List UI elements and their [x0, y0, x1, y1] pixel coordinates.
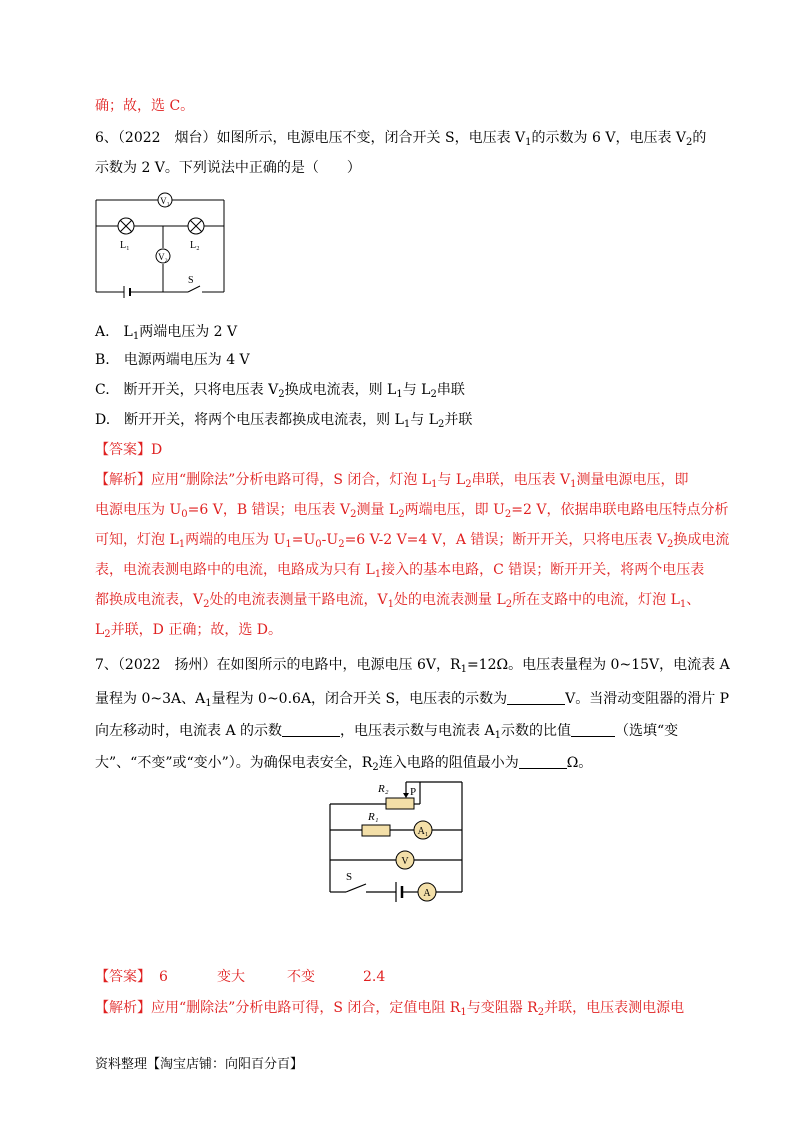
- q6-stem-line-1: 6、（2022 烟台）如图所示，电源电压不变，闭合开关 S，电压表 $V_1$的示数为 6 V，电压表 $V_2$的: [95, 130, 707, 148]
- q7-stem-line-1: 7、（2022 扬州）在如图所示的电路中，电源电压 6V，$R_1=12\Omega$。电压表量程为 0~15V，电流表 A: [95, 657, 730, 675]
- label-r1: R₁: [368, 811, 379, 823]
- q7-stem-line-2: 量程为 0~3A、$A_1$量程为 0~0.6A，闭合开关 S，电压表的示数为 V。当滑动变阻器的滑片 P: [95, 688, 729, 709]
- q6-answer: 【答案】D: [95, 442, 163, 458]
- previous-answer-tail: 确；故，选 C。: [95, 98, 195, 114]
- q6-stem-line-2: 示数为 2 V。下列说法中正确的是（ ）: [95, 160, 361, 176]
- q6-analysis-line-5: 都换成电流表，$V_2$处的电流表测量干路电流，$V_1$处的电流表测量 $L_2$所在支路中的电流，灯泡 $L_1$、: [95, 592, 701, 610]
- voltmeter-v2: [156, 249, 170, 263]
- ammeter-a: [418, 883, 436, 901]
- voltmeter-v: [396, 851, 414, 869]
- voltmeter-v1: [158, 193, 172, 207]
- label-p: P: [410, 786, 417, 798]
- q6-analysis-line-4: 表，电流表测电路中的电流，电路成为只有 $L_1$接入的基本电路，C 错误；断开开关，将两个电压表: [95, 562, 705, 580]
- label-r2: R₂: [378, 783, 389, 795]
- label-switch: S: [188, 275, 194, 286]
- q6-analysis-line-2: 电源电压为 $U_0=6$ V，B 错误；电压表 $V_2$测量 $L_2$两端电压，即 $U_2=2$ V，依据串联电路电压特点分析: [95, 502, 729, 520]
- svg-text:A: A: [423, 888, 431, 899]
- q7-stem-line-4: 大”、“不变”或“变小”）。为确保电表安全，$R_2$连入电路的阻值最小为 Ω。: [95, 752, 592, 773]
- q6-option-a: A. $L_1$两端电压为 2 V: [95, 324, 238, 342]
- q7-analysis-line-1: 【解析】应用“删除法”分析电路可得，S 闭合，定值电阻 $R_1$与变阻器 $R_2$并联，电压表测电源电: [95, 1000, 685, 1018]
- blank-3[interactable]: [571, 720, 615, 737]
- q6-circuit-diagram: [90, 178, 230, 300]
- lamp-l1: [118, 218, 134, 234]
- rheostat-r2: [386, 798, 414, 809]
- blank-1[interactable]: [507, 688, 565, 705]
- blank-4[interactable]: [519, 752, 567, 769]
- ammeter-a1: [414, 821, 432, 839]
- svg-text:A₁: A₁: [417, 826, 429, 837]
- q7-answer: 【答案】 6 变大 不变 2.4: [95, 969, 386, 985]
- q6-option-c: C. 断开开关，只将电压表 $V_2$换成电流表，则 $L_1$与 $L_2$串联: [95, 382, 465, 400]
- label-l1: L₁: [120, 240, 130, 251]
- slider-arrow: [403, 793, 409, 798]
- svg-text:V: V: [401, 856, 409, 867]
- resistor-r1: [362, 825, 390, 836]
- footer: 资料整理【淘宝店铺：向阳百分百】: [95, 1057, 304, 1072]
- label-s: S: [346, 871, 353, 883]
- q7-circuit-diagram: [322, 776, 472, 902]
- label-l2: L₂: [190, 240, 200, 251]
- q6-analysis-line-1: 【解析】应用“删除法”分析电路可得，S 闭合，灯泡 $L_1$与 $L_2$串联，电压表 $V_1$测量电源电压，即: [95, 472, 689, 490]
- q6-option-b: B. 电源两端电压为 4 V: [95, 352, 250, 368]
- q6-analysis-line-3: 可知，灯泡 $L_1$两端的电压为 $U_1=U_0-U_2=6$ V-2 V=4 V，A 错误；断开开关，只将电压表 $V_2$换成电流: [95, 532, 730, 550]
- q7-stem-line-3: 向左移动时，电流表 A 的示数 ，电压表示数与电流表 $A_1$示数的比值 （选填“变: [95, 720, 678, 741]
- blank-2[interactable]: [282, 720, 340, 737]
- q6-option-d: D. 断开开关，将两个电压表都换成电流表，则 $L_1$与 $L_2$并联: [95, 412, 473, 430]
- q6-analysis-line-6: $L_2$并联，D 正确；故，选 D。: [95, 622, 283, 640]
- battery: [396, 882, 402, 902]
- lamp-l2: [188, 218, 204, 234]
- svg-text:V₂: V₂: [158, 252, 168, 262]
- svg-text:V₁: V₁: [160, 196, 170, 206]
